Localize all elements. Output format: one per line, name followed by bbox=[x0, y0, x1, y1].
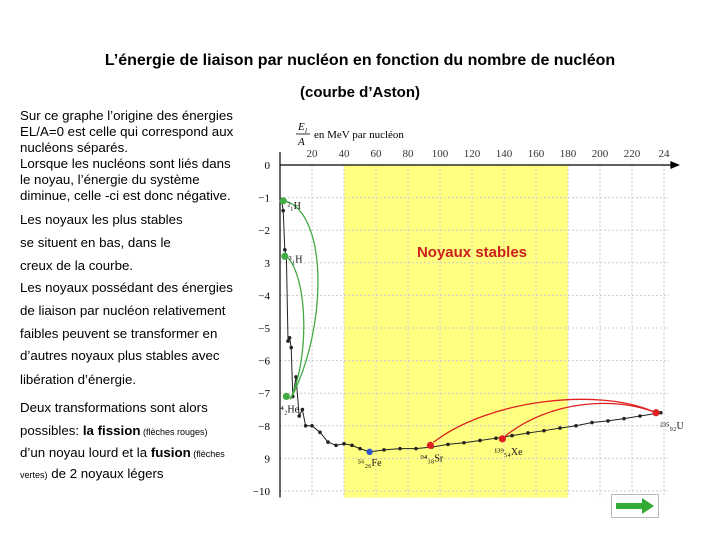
curve-point bbox=[542, 429, 546, 433]
fission-point bbox=[652, 409, 659, 416]
weak-line: de liaison par nucléon relativement bbox=[20, 303, 226, 318]
stable-line: creux de la courbe. bbox=[20, 258, 134, 273]
curve-point bbox=[574, 424, 578, 428]
possibles-text: possibles: bbox=[20, 423, 83, 438]
x-tick-label: 24 bbox=[658, 148, 670, 160]
intro-line: le noyau, l’énergie du système bbox=[20, 172, 200, 187]
nucleus-label: ²³⁵₉₂U bbox=[660, 420, 684, 432]
fusion-word: fusion bbox=[150, 445, 191, 460]
curve-point bbox=[301, 408, 305, 412]
fleches-rouges-text: (flèches rouges) bbox=[140, 427, 208, 437]
y-label-denominator: A bbox=[298, 136, 305, 148]
curve-point bbox=[286, 339, 290, 343]
nucleus-label: ¹³⁹₅₄Xe bbox=[494, 446, 523, 458]
nucleus-label: ²₁H bbox=[287, 200, 301, 212]
curve-point bbox=[310, 424, 314, 428]
fission-word: la fission bbox=[82, 423, 141, 438]
y-label-subscript: l bbox=[305, 127, 307, 135]
stable-band bbox=[344, 165, 568, 498]
weak-line: Les noyaux possédant des énergies bbox=[20, 280, 233, 295]
curve-point bbox=[398, 447, 402, 451]
curve-point bbox=[334, 444, 338, 448]
de-2-text: de 2 noyaux légers bbox=[47, 466, 164, 481]
weak-line: libération d’énergie. bbox=[20, 372, 137, 387]
fission-point bbox=[427, 442, 434, 449]
y-label-numerator: E bbox=[298, 121, 305, 133]
x-tick-label: 100 bbox=[431, 148, 449, 160]
x-tick-label: 220 bbox=[623, 148, 641, 160]
y-tick-label: −10 bbox=[252, 486, 270, 498]
deux-line: Deux transformations sont alors bbox=[20, 400, 208, 415]
y-tick-label: −7 bbox=[258, 388, 270, 401]
curve-point bbox=[281, 209, 285, 213]
curve-point bbox=[606, 419, 610, 423]
vertes-text: vertes) bbox=[20, 470, 48, 480]
y-tick-label: −8 bbox=[258, 420, 270, 433]
x-tick-label: 120 bbox=[463, 148, 481, 160]
curve-point bbox=[622, 417, 626, 421]
curve-point bbox=[358, 447, 362, 451]
y-tick-label: −2 bbox=[258, 225, 270, 238]
next-slide-button[interactable] bbox=[611, 494, 659, 518]
x-axis-arrow bbox=[670, 161, 680, 169]
nucleus-label: ³₁H bbox=[288, 254, 303, 266]
intro-line: Sur ce graphe l’origine des énergies bbox=[20, 108, 233, 123]
curve-point bbox=[494, 436, 498, 440]
curve-point bbox=[414, 447, 418, 451]
arrow-right-icon bbox=[612, 495, 658, 517]
curve-point bbox=[638, 414, 642, 418]
intro-line: diminue, celle -ci est donc négative. bbox=[20, 188, 231, 203]
curve-point bbox=[446, 443, 450, 447]
curve-point bbox=[283, 248, 287, 252]
curve-point bbox=[590, 421, 594, 425]
curve-point bbox=[288, 336, 292, 340]
x-tick-label: 140 bbox=[495, 148, 513, 160]
nucleus-label: ⁵⁶₂₆Fe bbox=[357, 457, 382, 469]
fusion-point bbox=[280, 197, 287, 204]
y-tick-label: 9 bbox=[264, 453, 270, 466]
fleches-text: (flèches bbox=[190, 449, 225, 459]
fission-point bbox=[499, 435, 506, 442]
nucleus-label: ⁴₂He bbox=[280, 404, 300, 416]
x-tick-label: 20 bbox=[306, 148, 318, 160]
y-tick-label: −4 bbox=[258, 290, 270, 303]
curve-point bbox=[510, 434, 514, 438]
curve-point bbox=[350, 444, 354, 448]
page-subtitle: (courbe d’Aston) bbox=[300, 84, 420, 101]
y-tick-label: 0 bbox=[264, 160, 270, 172]
y-tick-label: 3 bbox=[264, 257, 270, 270]
iron-point bbox=[366, 449, 372, 455]
y-label-unit: en MeV par nucléon bbox=[314, 129, 404, 141]
curve-point bbox=[382, 448, 386, 452]
intro-line: EL/A=0 est celle qui correspond aux bbox=[20, 124, 234, 139]
curve-point bbox=[462, 441, 466, 445]
fusion-point bbox=[283, 393, 290, 400]
curve-point bbox=[342, 442, 346, 446]
weak-line: faibles peuvent se transformer en bbox=[20, 326, 218, 341]
x-tick-label: 180 bbox=[559, 148, 577, 160]
fusion-point bbox=[281, 253, 288, 260]
curve-point bbox=[318, 431, 322, 435]
stable-line: Les noyaux les plus stables bbox=[20, 212, 183, 227]
intro-line: Lorsque les nucléons sont liés dans bbox=[20, 156, 231, 171]
dun-noyau-text: d’un noyau lourd et la bbox=[20, 445, 151, 460]
stable-band-label: Noyaux stables bbox=[416, 244, 528, 261]
x-tick-label: 40 bbox=[338, 148, 350, 160]
curve-point bbox=[526, 431, 530, 435]
weak-line: d’autres noyaux plus stables avec bbox=[20, 348, 220, 363]
curve-point bbox=[478, 439, 482, 443]
x-tick-label: 200 bbox=[591, 148, 609, 160]
curve-point bbox=[304, 424, 308, 428]
x-tick-label: 160 bbox=[527, 148, 545, 160]
page-title: L’énergie de liaison par nucléon en fonction du nombre de nucléon bbox=[104, 52, 616, 69]
curve-point bbox=[289, 346, 293, 350]
y-tick-label: −6 bbox=[258, 355, 270, 368]
y-tick-label: −5 bbox=[258, 323, 270, 335]
x-tick-label: 80 bbox=[402, 148, 414, 160]
y-tick-label: −1 bbox=[258, 192, 270, 205]
x-tick-label: 60 bbox=[370, 148, 382, 160]
curve-point bbox=[558, 426, 562, 430]
curve-point bbox=[326, 440, 330, 444]
intro-line: nucléons séparés. bbox=[20, 140, 128, 155]
nucleus-label: ⁹⁴₃₈Sr bbox=[420, 453, 444, 465]
stable-line: se situent en bas, dans le bbox=[20, 235, 171, 250]
